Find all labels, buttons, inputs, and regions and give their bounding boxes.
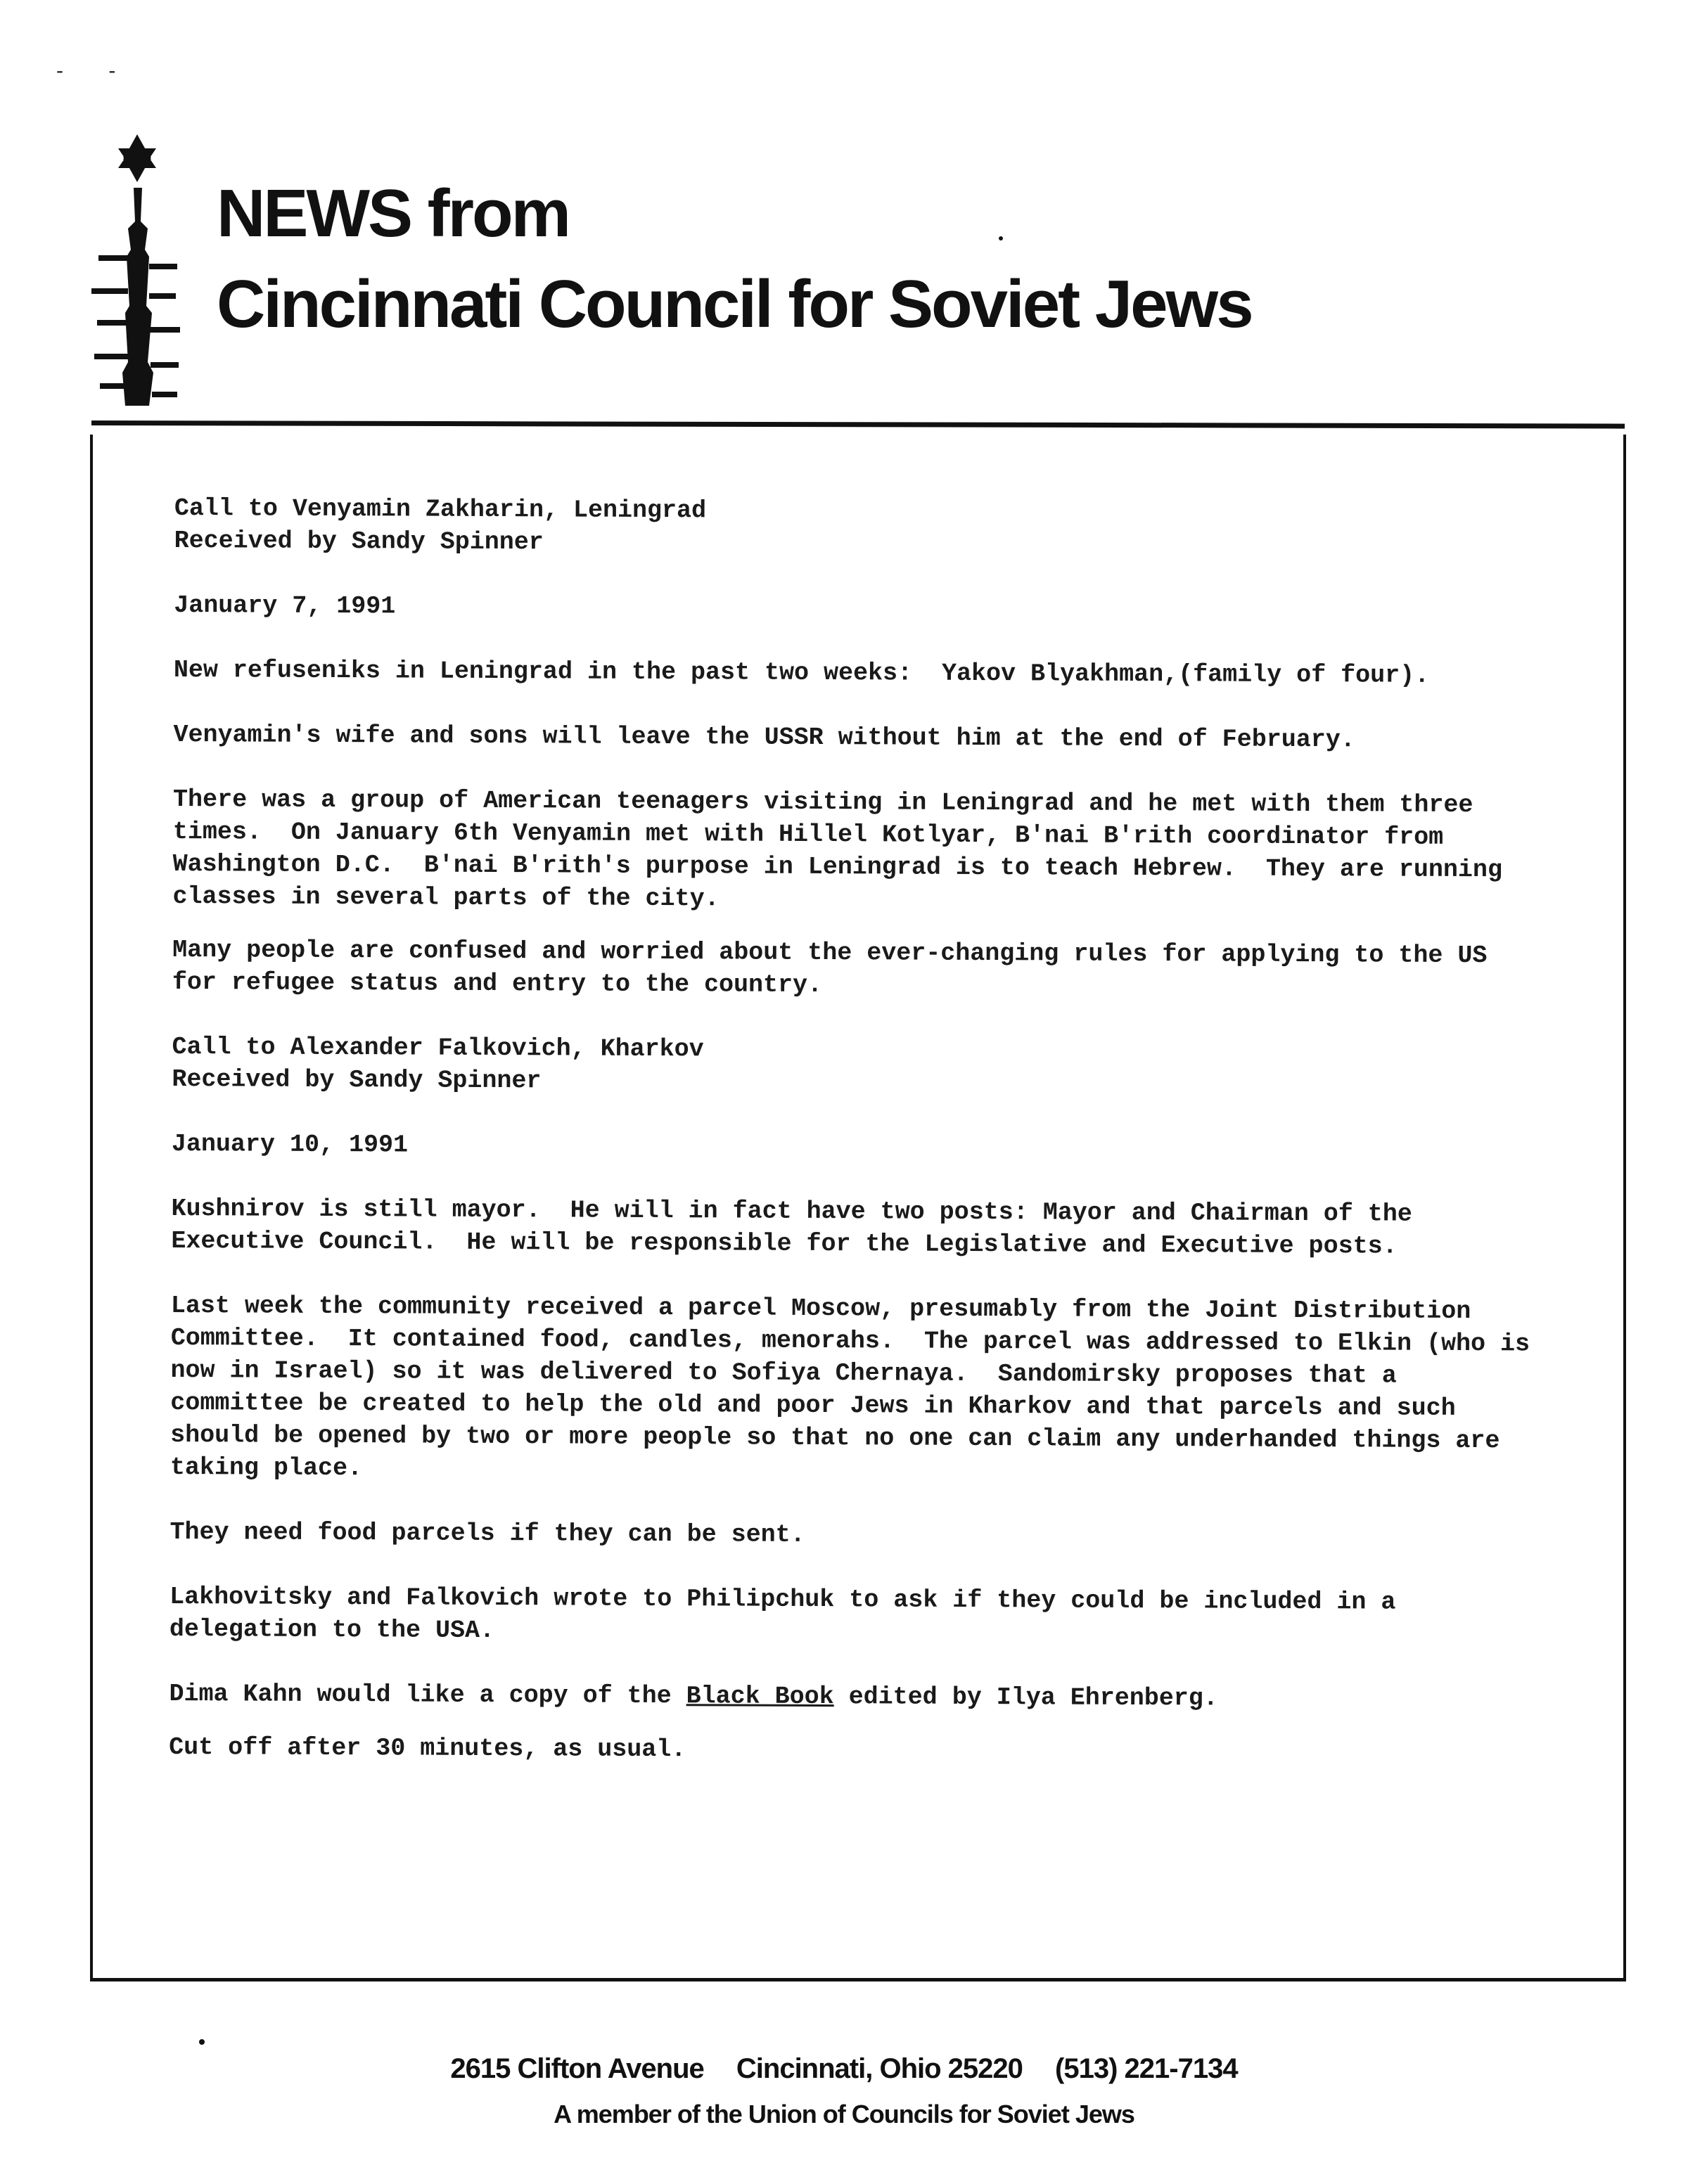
footer-member: A member of the Union of Councils for Soviet Jews	[554, 2100, 1134, 2128]
call2-paragraph-2: Last week the community received a parcel Moscow, presumably from the Joint Distribution Committee. It contained food, candles, menorahs. The parcel was addressed to Elkin (who is now in Israel) so it was delivered to Sofiya Chernaya. Sandomirsky proposes that a committee be created to help the old and poor Jews in Kharkov and that parcels and such should be opened by two or more people so that no one can claim any underhanded things are taking place.	[170, 1291, 1545, 1483]
masthead	[217, 176, 1252, 357]
footer-contact	[0, 2053, 1688, 2085]
call1-received: Received by Sandy Spinner	[174, 526, 544, 557]
call2-closing: Cut off after 30 minutes, as usual.	[169, 1733, 686, 1764]
footer-city: Cincinnati, Ohio 25220	[736, 2053, 1023, 2084]
header-rule	[91, 420, 1625, 429]
star-of-david-torch-logo-icon	[84, 130, 190, 418]
memo-body	[169, 492, 1545, 1769]
footer-address: 2615 Clifton Avenue	[450, 2053, 704, 2084]
call2-book-request	[169, 1678, 1533, 1716]
call2-title: Call to Alexander Falkovich, Kharkov	[172, 1032, 704, 1064]
book-request-after: edited by Ilya Ehrenberg.	[833, 1683, 1218, 1713]
call2-paragraph-1: Kushnirov is still mayor. He will in fact have two posts: Mayor and Chairman of the Executive Council. He will be responsible for the Legislative and Executive posts.	[171, 1194, 1427, 1261]
call2-paragraph-3: They need food parcels if they can be sent.	[170, 1517, 805, 1549]
book-title: Black Book	[686, 1682, 834, 1711]
call1-date: January 7, 1991	[174, 591, 396, 621]
masthead-news-from: NEWS from	[217, 176, 569, 251]
call2-received: Received by Sandy Spinner	[172, 1065, 542, 1096]
stray-marks: - -	[56, 59, 136, 82]
call1-paragraph-2: Venyamin's wife and sons will leave the USSR without him at the end of February.	[173, 720, 1355, 754]
masthead-organization: Cincinnati Council for Soviet Jews	[217, 266, 1252, 342]
footer-phone: (513) 221-7134	[1055, 2053, 1238, 2084]
call1-paragraph-4: Many people are confused and worried about the ever-changing rules for applying to the US for refugee status and entry to the country.	[172, 935, 1502, 1000]
stray-dot-mark	[199, 2039, 205, 2045]
call1-paragraph-3: There was a group of American teenagers visiting in Leningrad and he met with them three times. On January 6th Venyamin met with Hillel Kotlyar, B'nai B'rith coordinator from Washington D.C. B'nai B'rith's purpose in Leningrad is to teach Hebrew. They are running classes in several parts of the city.	[172, 785, 1518, 913]
book-request-before: Dima Kahn would like a copy of the	[169, 1679, 686, 1711]
call1-paragraph-1: New refuseniks in Leningrad in the past two weeks: Yakov Blyakhman,(family of four).	[173, 655, 1430, 690]
call1-title: Call to Venyamin Zakharin, Leningrad	[174, 494, 707, 525]
call2-date: January 10, 1991	[171, 1129, 409, 1160]
call2-paragraph-4: Lakhovitsky and Falkovich wrote to Philipchuk to ask if they could be included in a delegation to the USA.	[169, 1582, 1411, 1645]
stray-dot-mark	[999, 236, 1003, 240]
